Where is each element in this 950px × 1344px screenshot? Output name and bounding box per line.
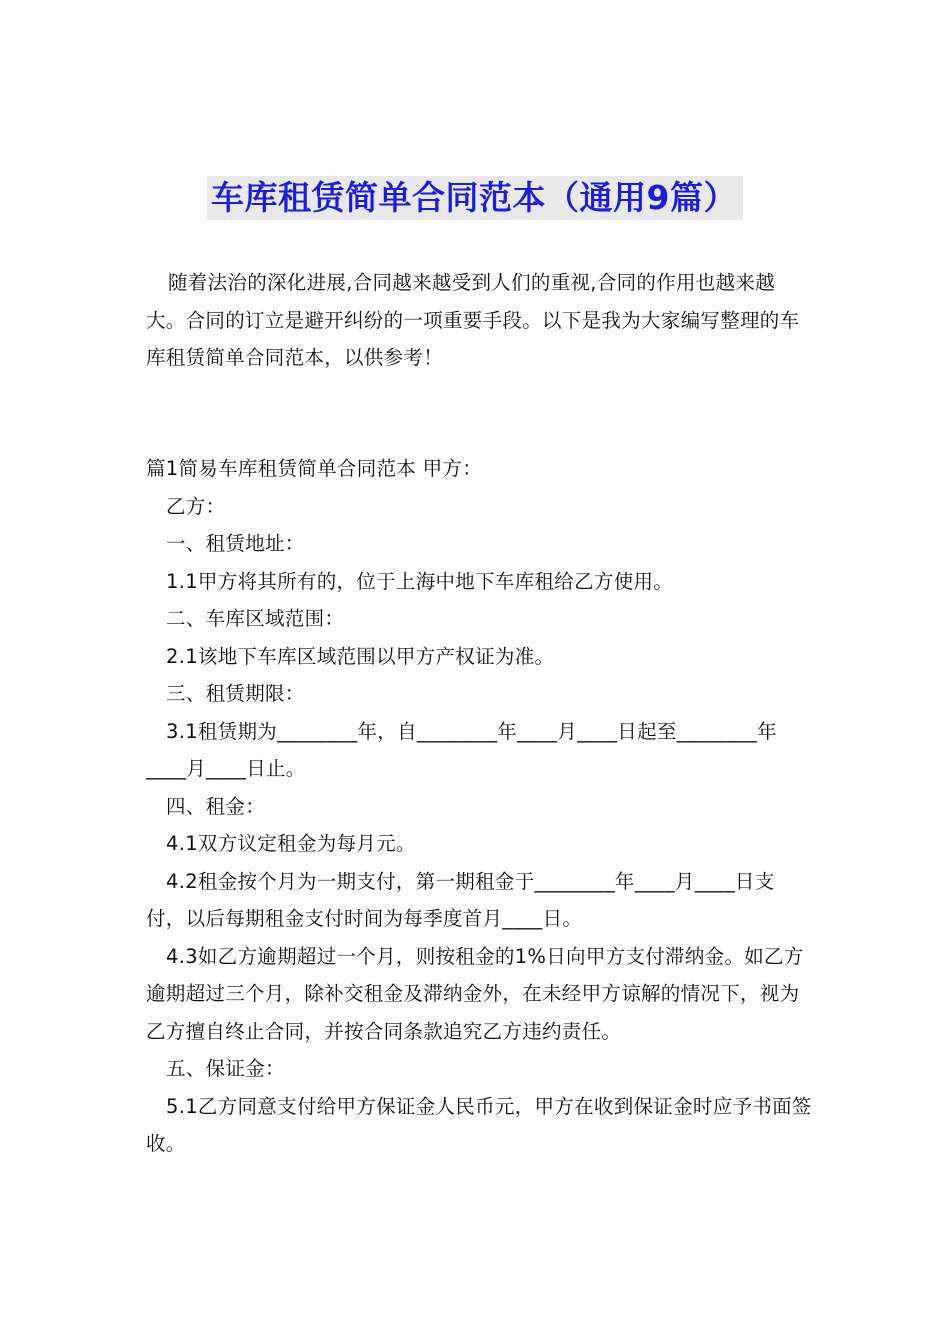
clause-heading-4: 四、租金： [166, 794, 266, 818]
clause-5-1: 5.1乙方同意支付给甲方保证金人民币元，甲方在收到保证金时应予书面签收。 [146, 1094, 812, 1155]
title-container [0, 176, 950, 220]
party-b-line: 乙方： [166, 494, 226, 518]
clause-1-1: 1.1甲方将其所有的，位于上海中地下车库租给乙方使用。 [166, 569, 674, 593]
intro-paragraph: 随着法治的深化进展,合同越来越受到人们的重视,合同的作用也越来越大。合同的订立是避开纠纷的一项重要手段。以下是我为大家编写整理的车库租赁简单合同范本，以供参考！ [146, 271, 800, 369]
clause-2-1: 2.1该地下车库区域范围以甲方产权证为准。 [166, 644, 555, 668]
contract-body [146, 450, 814, 1163]
clause-heading-2: 二、车库区域范围： [166, 607, 345, 630]
clause-heading-5: 五、保证金： [166, 1057, 285, 1080]
clause-heading-1: 一、租赁地址： [166, 532, 305, 555]
section-heading: 篇1简易车库租赁简单合同范本 甲方： [146, 457, 483, 480]
clause-heading-3: 三、租赁期限： [166, 682, 305, 705]
clause-4-3: 4.3如乙方逾期超过一个月，则按租金的1%日向甲方支付滞纳金。如乙方逾期超过三个月，除补交租金及滞纳金外，在未经甲方谅解的情况下，视为乙方擅自终止合同，并按合同条款追究乙方违约责任。 [146, 944, 804, 1043]
document-title: 车库租赁简单合同范本（通用9篇） [207, 176, 743, 220]
clause-4-2: 4.2租金按个月为一期支付，第一期租金于________年____月____日支付，以后每期租金支付时间为每季度首月____日。 [146, 869, 775, 930]
clause-3-1: 3.1租赁期为________年，自________年____月____日起至________年____月____日止。 [146, 719, 777, 780]
clause-4-1: 4.1双方议定租金为每月元。 [166, 832, 416, 855]
